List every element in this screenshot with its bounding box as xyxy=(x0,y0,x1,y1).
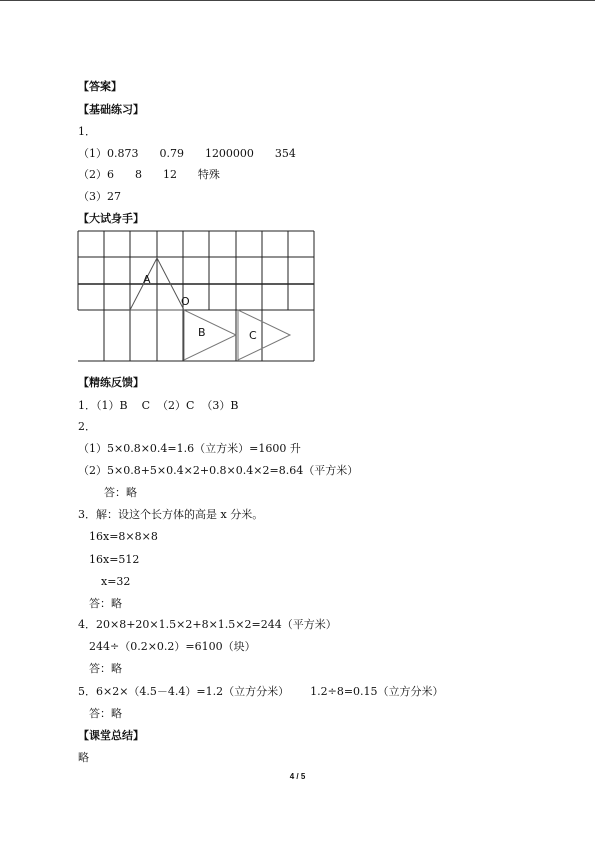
practice-line-6: 3．解：设这个长方体的高是 x 分米。 xyxy=(78,508,264,521)
label-a: A xyxy=(143,273,151,286)
practice-line-7: 16x=8×8×8 xyxy=(89,530,158,543)
practice-line-15: 答：略 xyxy=(89,707,122,720)
page-number: 4 / 5 xyxy=(289,772,306,781)
practice-line-9: x=32 xyxy=(101,575,131,588)
label-b: B xyxy=(198,326,206,339)
label-o: O xyxy=(181,295,190,308)
practice-line-13: 答：略 xyxy=(89,662,122,675)
practice-line-1: 1．（1）B C （2）C （3）B xyxy=(78,399,239,412)
basic-q1: 1． xyxy=(78,125,96,138)
section-summary: 【课堂总结】 xyxy=(78,729,144,742)
section-answer: 【答案】 xyxy=(78,80,122,93)
basic-p2: （2）6 8 12 特殊 xyxy=(78,168,220,181)
practice-line-11: 4．20×8+20×1.5×2+8×1.5×2=244（平方米） xyxy=(78,618,337,631)
practice-line-3: （1）5×0.8×0.4=1.6（立方米）=1600 升 xyxy=(78,442,301,455)
practice-line-8: 16x=512 xyxy=(89,553,140,566)
section-trial: 【大试身手】 xyxy=(78,212,144,225)
summary-text: 略 xyxy=(78,751,89,764)
practice-line-14: 5．6×2×（4.5－4.4）=1.2（立方分米） 1.2÷8=0.15（立方分米） xyxy=(78,685,444,698)
basic-p1: （1）0.873 0.79 1200000 354 xyxy=(78,147,296,160)
section-practice: 【精练反馈】 xyxy=(78,376,144,389)
grid-figure xyxy=(0,0,595,380)
practice-line-10: 答：略 xyxy=(89,597,122,610)
basic-p3: （3）27 xyxy=(78,190,121,203)
practice-line-2: 2． xyxy=(78,420,96,433)
practice-line-12: 244÷（0.2×0.2）=6100（块） xyxy=(89,640,256,653)
section-basic: 【基础练习】 xyxy=(78,103,144,116)
practice-line-4: （2）5×0.8+5×0.4×2+0.8×0.4×2=8.64（平方米） xyxy=(78,464,359,477)
practice-line-5: 答：略 xyxy=(104,486,137,499)
triangle-b xyxy=(184,310,236,360)
triangle-c xyxy=(238,310,290,360)
label-c: C xyxy=(249,329,257,342)
